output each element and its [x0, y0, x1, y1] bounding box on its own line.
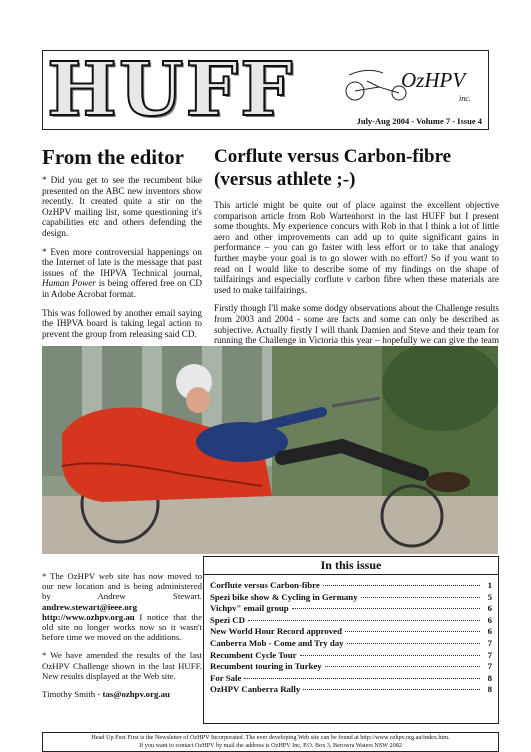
toc-title: In this issue: [204, 557, 498, 575]
toc-item-label: New World Hour Record approved: [210, 626, 342, 637]
toc-dot-leader: [347, 643, 480, 644]
toc-item-label: Spezi CD: [210, 614, 245, 625]
toc-item[interactable]: [210, 592, 492, 604]
ozhpv-logo: [339, 57, 487, 109]
toc-item-label: Spezi bike show & Cycling in Germany: [210, 591, 358, 602]
toc-item[interactable]: [210, 580, 492, 592]
article-paragraph: This article might be quite out of place against the excellent objective comparison article from Rob Wartenhorst in the last HUFF but I present some thoughts. My experience concurs with Rob in that I think a lot of little aero and other improvements can add up to quite significant gains in performance – you can go faster with less effort or to take that analogy further maybe your goal is to go slower with no effort? So if you want to read on I would like to describe some of my findings on the shape of tailfairings and especially corflute v carbon fibre when these materials are used to make tailfairings.: [214, 200, 499, 295]
newsletter-title: HUFF: [47, 47, 295, 133]
journal-title: Human Power: [42, 278, 96, 289]
signature: Timothy Smith - tas@ozhpv.org.au: [42, 689, 170, 700]
logo-text: OzHPV: [401, 68, 466, 92]
toc-item-label: Recumbent touring in Turkey: [210, 661, 322, 672]
table-of-contents: [203, 556, 499, 724]
masthead: [42, 47, 489, 133]
website-link[interactable]: http://www.ozhpv.org.au: [42, 611, 135, 622]
toc-item[interactable]: [210, 684, 492, 696]
toc-item[interactable]: [210, 603, 492, 615]
toc-item-page: 7: [487, 637, 492, 648]
toc-item-label: OzHPV Canberra Rally: [210, 684, 301, 695]
news-paragraph: * We have amended the results of the last OzHPV Challenge shown in the last HUFF. New results displayed at the Web site.: [42, 650, 202, 681]
toc-dot-leader: [303, 689, 480, 690]
toc-item-page: 8: [487, 684, 492, 695]
toc-item-page: 8: [487, 672, 492, 683]
toc-dot-leader: [300, 655, 481, 656]
news-paragraph: * The OzHPV web site has now moved to our new location and is being administered by Andrew Stewart. andrew.stewart@ieee.org http://www.ozhpv.org.au I notice that the old site no longer works now so it wasn't before time we moved on the additions.: [42, 571, 202, 643]
toc-list: [204, 575, 498, 696]
toc-dot-leader: [244, 678, 480, 679]
toc-item-label: For Sale: [210, 672, 242, 683]
editor-paragraph: * Did you get to see the recumbent bike presented on the ABC new inventors show recently. It created quite a stir on the OzHPV mailing list, some questioning it's capabilities etc and others defending the design.: [42, 175, 202, 238]
toc-item[interactable]: [210, 661, 492, 673]
toc-dot-leader: [292, 608, 480, 609]
toc-item-page: 6: [487, 603, 492, 614]
toc-dot-leader: [361, 597, 480, 598]
editor-column: [42, 175, 202, 347]
footer-line: If you want to contact OzHPV by mail the address is OzHPV Inc, P.O. Box 3, Berowra Waters NSW 2082: [139, 742, 402, 749]
editor-paragraph: This was followed by another email saying the IHPVA board is taking legal action to prevent the group from releasing said CD.: [42, 307, 202, 339]
recumbent-bike-icon: [346, 70, 406, 100]
footer: [42, 732, 499, 752]
toc-item[interactable]: [210, 673, 492, 685]
article-heading: Corflute versus Carbon-fibre (versus athlete ;-): [214, 146, 452, 190]
toc-item[interactable]: [210, 638, 492, 650]
toc-item-page: 7: [487, 661, 492, 672]
article-column: [214, 200, 499, 364]
toc-item-label: Corflute versus Carbon-fibre: [210, 580, 320, 590]
news-column: [42, 571, 202, 707]
toc-item[interactable]: [210, 626, 492, 638]
toc-item-label: Canberra Mob - Come and Try day: [210, 637, 344, 648]
article-paragraph: Firstly though I'll make some dodgy observations about the Challenge results from 2003 and 2004 - some are facts and some can only be described as subjective. Actually firstly I will thank Damien and Steve and their team for running the Challenge in Victoria this year – hopefully we can give the team: [214, 303, 499, 346]
editor-paragraph: * Even more controversial happenings on the Internet of late is the message that past issues of the IHPVA Technical journal, Human Power is being offered free on CD in Adobe Acrobat format.: [42, 246, 203, 299]
email-link[interactable]: andrew.stewart@ieee.org: [42, 601, 137, 612]
toc-item-page: 5: [487, 591, 492, 602]
toc-dot-leader: [323, 585, 480, 586]
toc-item-label: Vichpv" email group: [210, 603, 289, 614]
toc-dot-leader: [325, 666, 480, 667]
toc-item-page: 6: [487, 626, 492, 637]
toc-item-page: 1: [487, 580, 492, 590]
editor-email-link[interactable]: tas@ozhpv.org.au: [102, 689, 170, 700]
toc-dot-leader: [248, 620, 480, 621]
editor-heading: From the editor: [42, 145, 184, 169]
toc-dot-leader: [345, 631, 480, 632]
toc-item-label: Recumbent Cycle Tour: [210, 649, 297, 660]
issue-info: July-Aug 2004 - Volume 7 - Issue 4: [356, 116, 482, 126]
toc-item[interactable]: [210, 615, 492, 627]
logo-subtext: inc.: [459, 94, 471, 103]
recumbent-rider-photo: [42, 346, 498, 554]
toc-item[interactable]: [210, 650, 492, 662]
footer-line: Head Up Feet First is the Newsletter of OzHPV Incorporated. The ever developing Web site can be found at http://www.ozhpv.org.au/index.htm.: [91, 734, 450, 741]
toc-item-page: 6: [487, 614, 492, 625]
toc-item-page: 7: [487, 649, 492, 660]
